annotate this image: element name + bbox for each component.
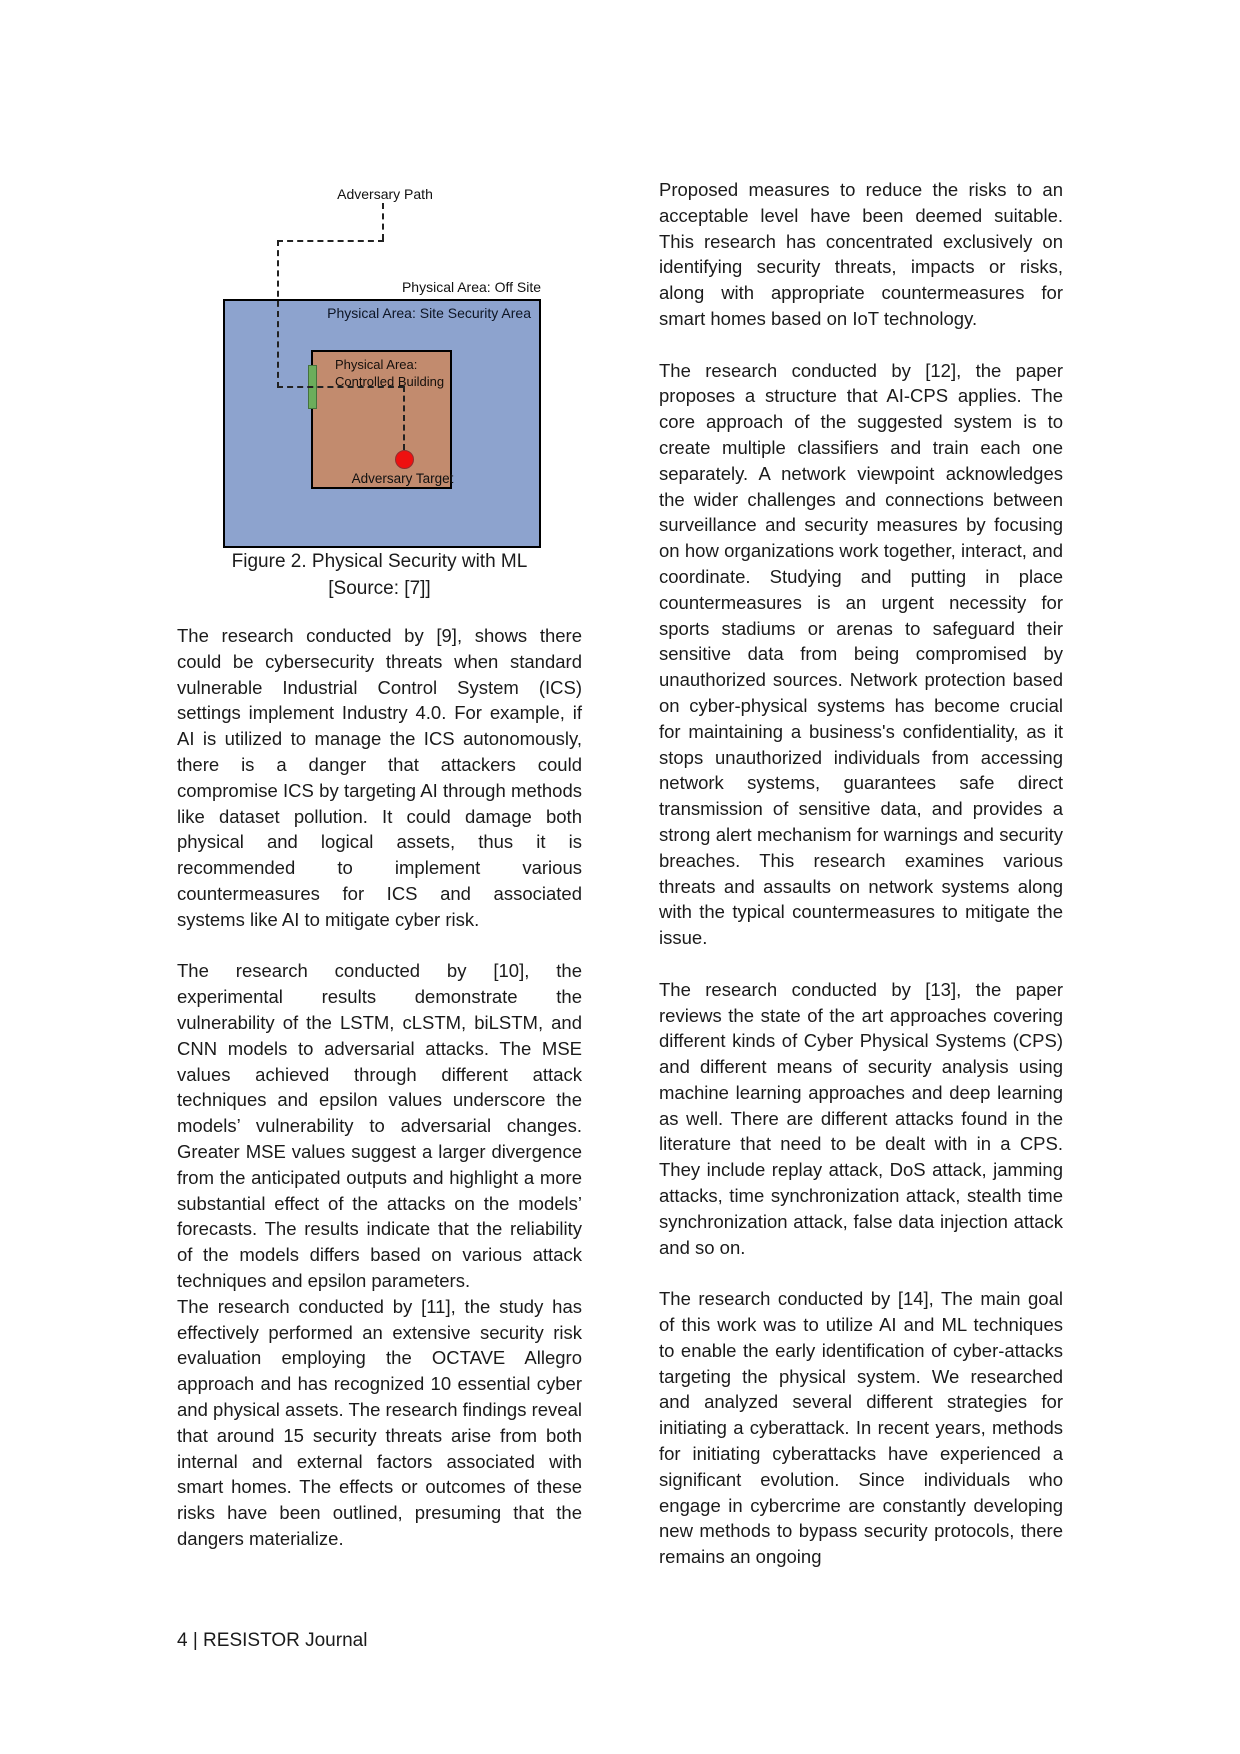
paragraph-ref-9: The research conducted by [9], shows there could be cybersecurity threats when standard vulnerable Industrial Control System (ICS) settings implement Industry 4.0. For example, if AI is utilized to manage the ICS autonomously, there is a danger that attackers could compromise ICS by targeting AI through methods like dataset pollution. It could damage both physical and logical assets, thus it is recommended to implement various countermeasures for ICS and associated systems like AI to mitigate cyber risk. xyxy=(177,625,582,930)
adversary-target-dot xyxy=(395,450,414,469)
physical-security-figure xyxy=(150,180,620,552)
left-text-column xyxy=(177,623,582,1552)
controlled-building-label: Physical Area: Controlled Building xyxy=(335,357,445,389)
paragraph-ref-11: The research conducted by [11], the study has effectively performed an extensive security risk evaluation employing the OCTAVE Allegro approach and has recognized 10 essential cyber and physical assets. The research findings reveal that around 15 security threats arise from both internal and external factors associated with smart homes. The effects or outcomes of these risks have been outlined, presuming that the dangers materialize. xyxy=(177,1295,582,1549)
paragraph-proposed-measures: Proposed measures to reduce the risks to an acceptable level have been deemed suitable. This research has concentrated exclusively on identifying security threats, impacts or risks, along with appropriate countermeasures for smart homes based on IoT technology. xyxy=(659,179,1063,329)
figure-caption-line2: [Source: [7]] xyxy=(328,577,431,599)
off-site-area-label: Physical Area: Off Site xyxy=(401,279,541,295)
paragraph-ref-10: The research conducted by [10], the experimental results demonstrate the vulnerability of the LSTM, cLSTM, biLSTM, and CNN models to adversarial attacks. The MSE values achieved through different attack techniques and epsilon values underscore the models’ vulnerability to adversarial changes. Greater MSE values suggest a larger divergence from the anticipated outputs and highlight a more substantial effect of the attacks on the models’ forecasts. The results indicate that the reliability of the models differs based on various attack techniques and epsilon parameters. xyxy=(177,960,582,1291)
paragraph-ref-13: The research conducted by [13], the paper reviews the state of the art approaches covering different kinds of Cyber Physical Systems (CPS) and different means of security analysis using machine learning approaches and deep learning as well. There are different attacks found in the literature that need to be dealt with in a CPS. They include replay attack, DoS attack, jamming attacks, time synchronization attack, stealth time synchronization attack, false data injection attack and so on. xyxy=(659,978,1063,1258)
figure-caption xyxy=(177,549,582,602)
controlled-building-box xyxy=(311,350,452,489)
right-text-column xyxy=(659,177,1063,1570)
paragraph-ref-12: The research conducted by [12], the paper proposes a structure that AI-CPS applies. The core approach of the suggested system is to create multiple classifiers and train each one separately. A network viewpoint acknowledges the wider challenges and connections between surveillance and security measures by focusing on how organizations work together, interact, and coordinate. Studying and putting in place countermeasures is an urgent necessity for sports stadiums or arenas to safeguard their sensitive data from being compromised by unauthorized sources. Network protection based on cyber-physical systems has become crucial for maintaining a business's confidentiality, as it stops unauthorized individuals from accessing network systems, guarantees safe direct transmission of sensitive data, and provides a strong alert mechanism for warnings and security breaches. This research examines various threats and assaults on network systems along with the typical countermeasures to mitigate the issue. xyxy=(659,359,1063,949)
paragraph-ref-14: The research conducted by [14], The main goal of this work was to utilize AI and ML techniques to enable the early identification of cyber-attacks targeting the physical system. We researched and analyzed several different strategies for initiating a cyberattack. In recent years, methods for initiating cyberattacks have experienced a significant evolution. Since individuals who engage in cybercrime are constantly developing new methods to bypass security protocols, there remains an ongoing xyxy=(659,1288,1063,1568)
adversary-path-segment-5 xyxy=(403,386,405,450)
adversary-path-segment-2 xyxy=(277,240,384,242)
figure-caption-line1: Figure 2. Physical Security with ML xyxy=(231,551,528,572)
adversary-path-segment-4 xyxy=(277,386,404,388)
adversary-path-segment-1 xyxy=(382,203,384,240)
adversary-target-label: Adversary Target xyxy=(351,471,454,486)
page-footer: 4 | RESISTOR Journal xyxy=(177,1630,368,1651)
site-security-area-label: Physical Area: Site Security Area xyxy=(327,305,531,321)
adversary-path-label: Adversary Path xyxy=(337,186,433,202)
adversary-path-segment-3 xyxy=(277,240,279,388)
